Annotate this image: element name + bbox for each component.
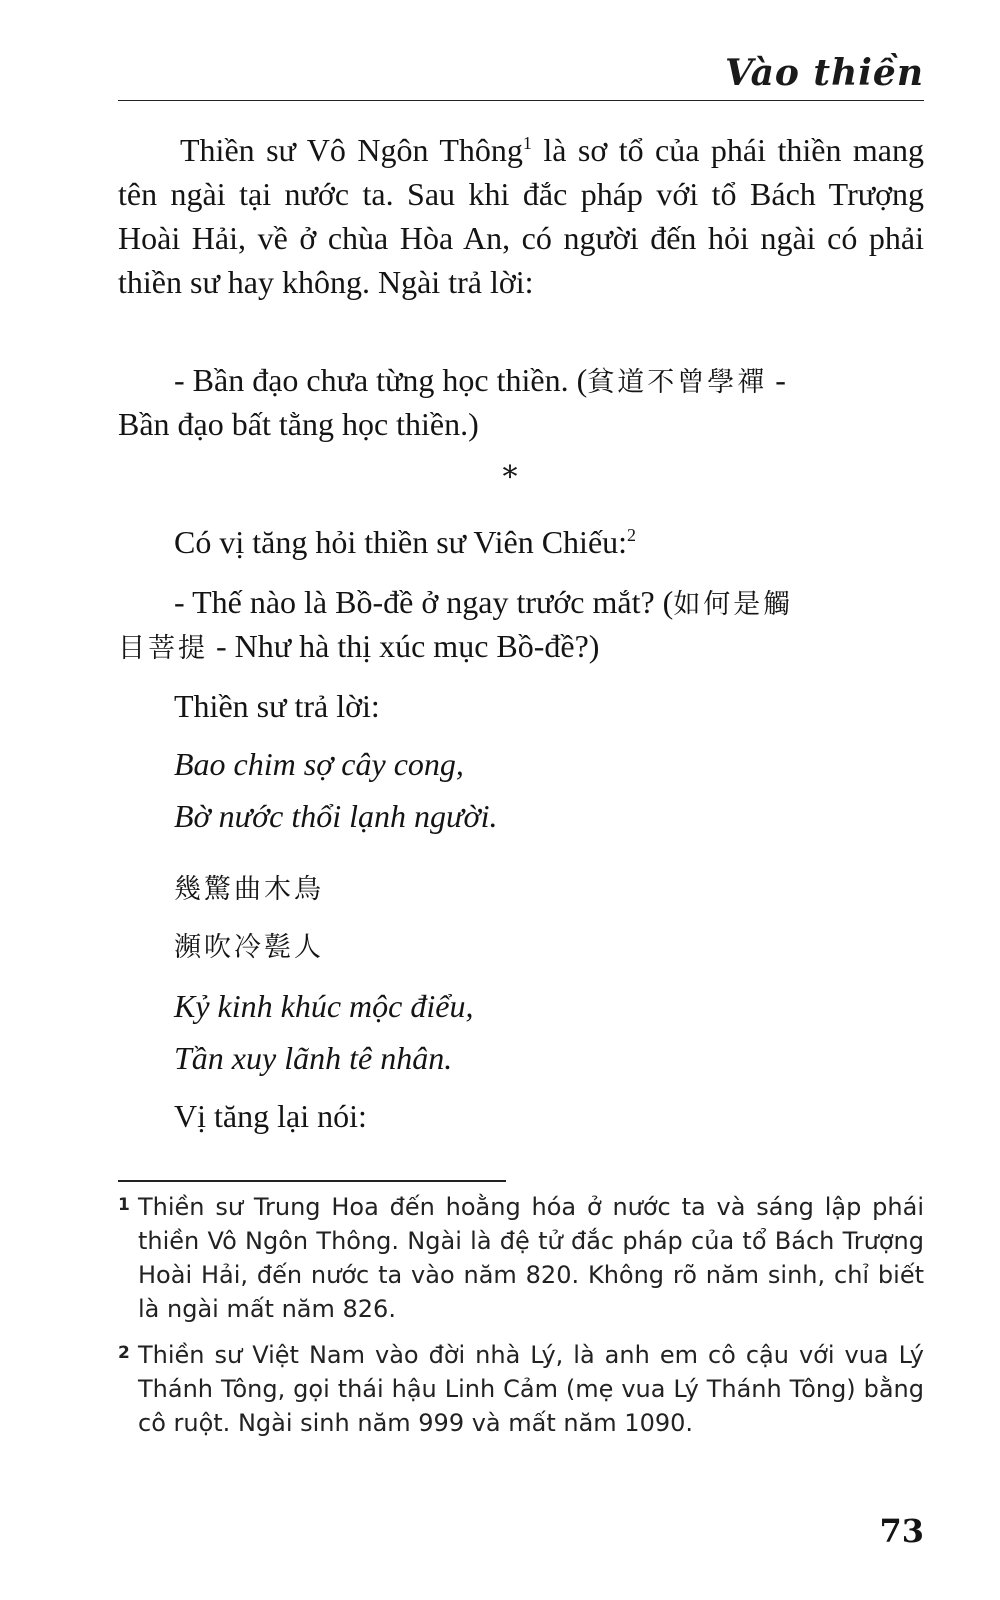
verse-cjk-line-1: 幾驚曲木鳥 [174,874,324,905]
footnote-1 [118,1190,924,1326]
verse-hv-line-2: Tần xuy lãnh tê nhân. [174,1040,453,1076]
question-line-1 [174,580,924,627]
footnote-number: 1 [118,1195,130,1215]
running-title: Vào thiền [724,52,924,94]
question-cjk-b: 目菩提 [118,633,208,664]
verse-vi-line-1: Bao chim sợ cây cong, [174,746,464,782]
verse-vi-line-2: Bờ nước thổi lạnh người. [174,798,498,834]
verse-hv-line-1: Kỷ kinh khúc mộc điểu, [174,988,474,1024]
question-line2-rest: - Như hà thị xúc mục Bồ-đề?) [208,628,600,664]
footnote-rule [118,1180,506,1182]
footnote-text: Thiền sư Việt Nam vào đời nhà Lý, là anh em cô cậu với vua Lý Thánh Tông, gọi thái hậu Linh Cảm (mẹ vua Lý Thánh Tông) bằng cô ruột. Ngài sinh năm 999 và mất năm 1090. [138,1341,924,1437]
reply-intro: Thiền sư trả lời: [174,688,380,724]
answer-line-1 [174,358,924,405]
footnote-text: Thiền sư Trung Hoa đến hoằng hóa ở nước ta và sáng lập phái thiền Vô Ngôn Thông. Ngài là đệ tử đắc pháp của tổ Bách Trượng Hoài Hải, đến nước ta vào năm 820. Không rõ năm sinh, chỉ biết là ngài mất năm 826. [138,1193,924,1323]
question-intro [174,520,924,564]
footnote-2 [118,1338,924,1440]
intro-lead: Thiền sư Vô Ngôn Thông [180,132,523,168]
answer-line-2: Bần đạo bất tằng học thiền.) [118,406,479,442]
header-rule [118,100,924,101]
footnote-ref-1[interactable]: 1 [522,133,532,153]
question-cjk-a: 如何是觸 [673,589,794,620]
section-separator: * [502,460,518,495]
footnotes [118,1190,924,1440]
answer-vi: - Bần đạo chưa từng học thiền. ( [174,362,588,398]
answer-cjk: 貧道不曾學禪 [587,367,768,398]
page-number: 73 [879,1512,924,1550]
intro-rest: là sơ tổ của phái thiền mang tên ngài tại nước ta. Sau khi đắc pháp với tổ Bách Trượng Hoài Hải, về ở chùa Hòa An, có người đến hỏi ngài có phải thiền sư hay không. Ngài trả lời: [118,132,925,300]
verse-cjk-line-2: 瀕吹冷甏人 [174,932,324,963]
question-vi: - Thế nào là Bồ-đề ở ngay trước mắt? ( [174,584,674,620]
footnote-ref-2[interactable]: 2 [627,525,637,545]
footnote-number: 2 [118,1343,130,1363]
question-line-2 [118,624,924,671]
answer-tail: - [767,362,786,398]
paragraph-intro [118,128,924,304]
paragraph-intro-text [118,128,924,304]
monk-speaks-again: Vị tăng lại nói: [174,1098,367,1134]
question-intro-text: Có vị tăng hỏi thiền sư Viên Chiếu: [174,524,628,560]
